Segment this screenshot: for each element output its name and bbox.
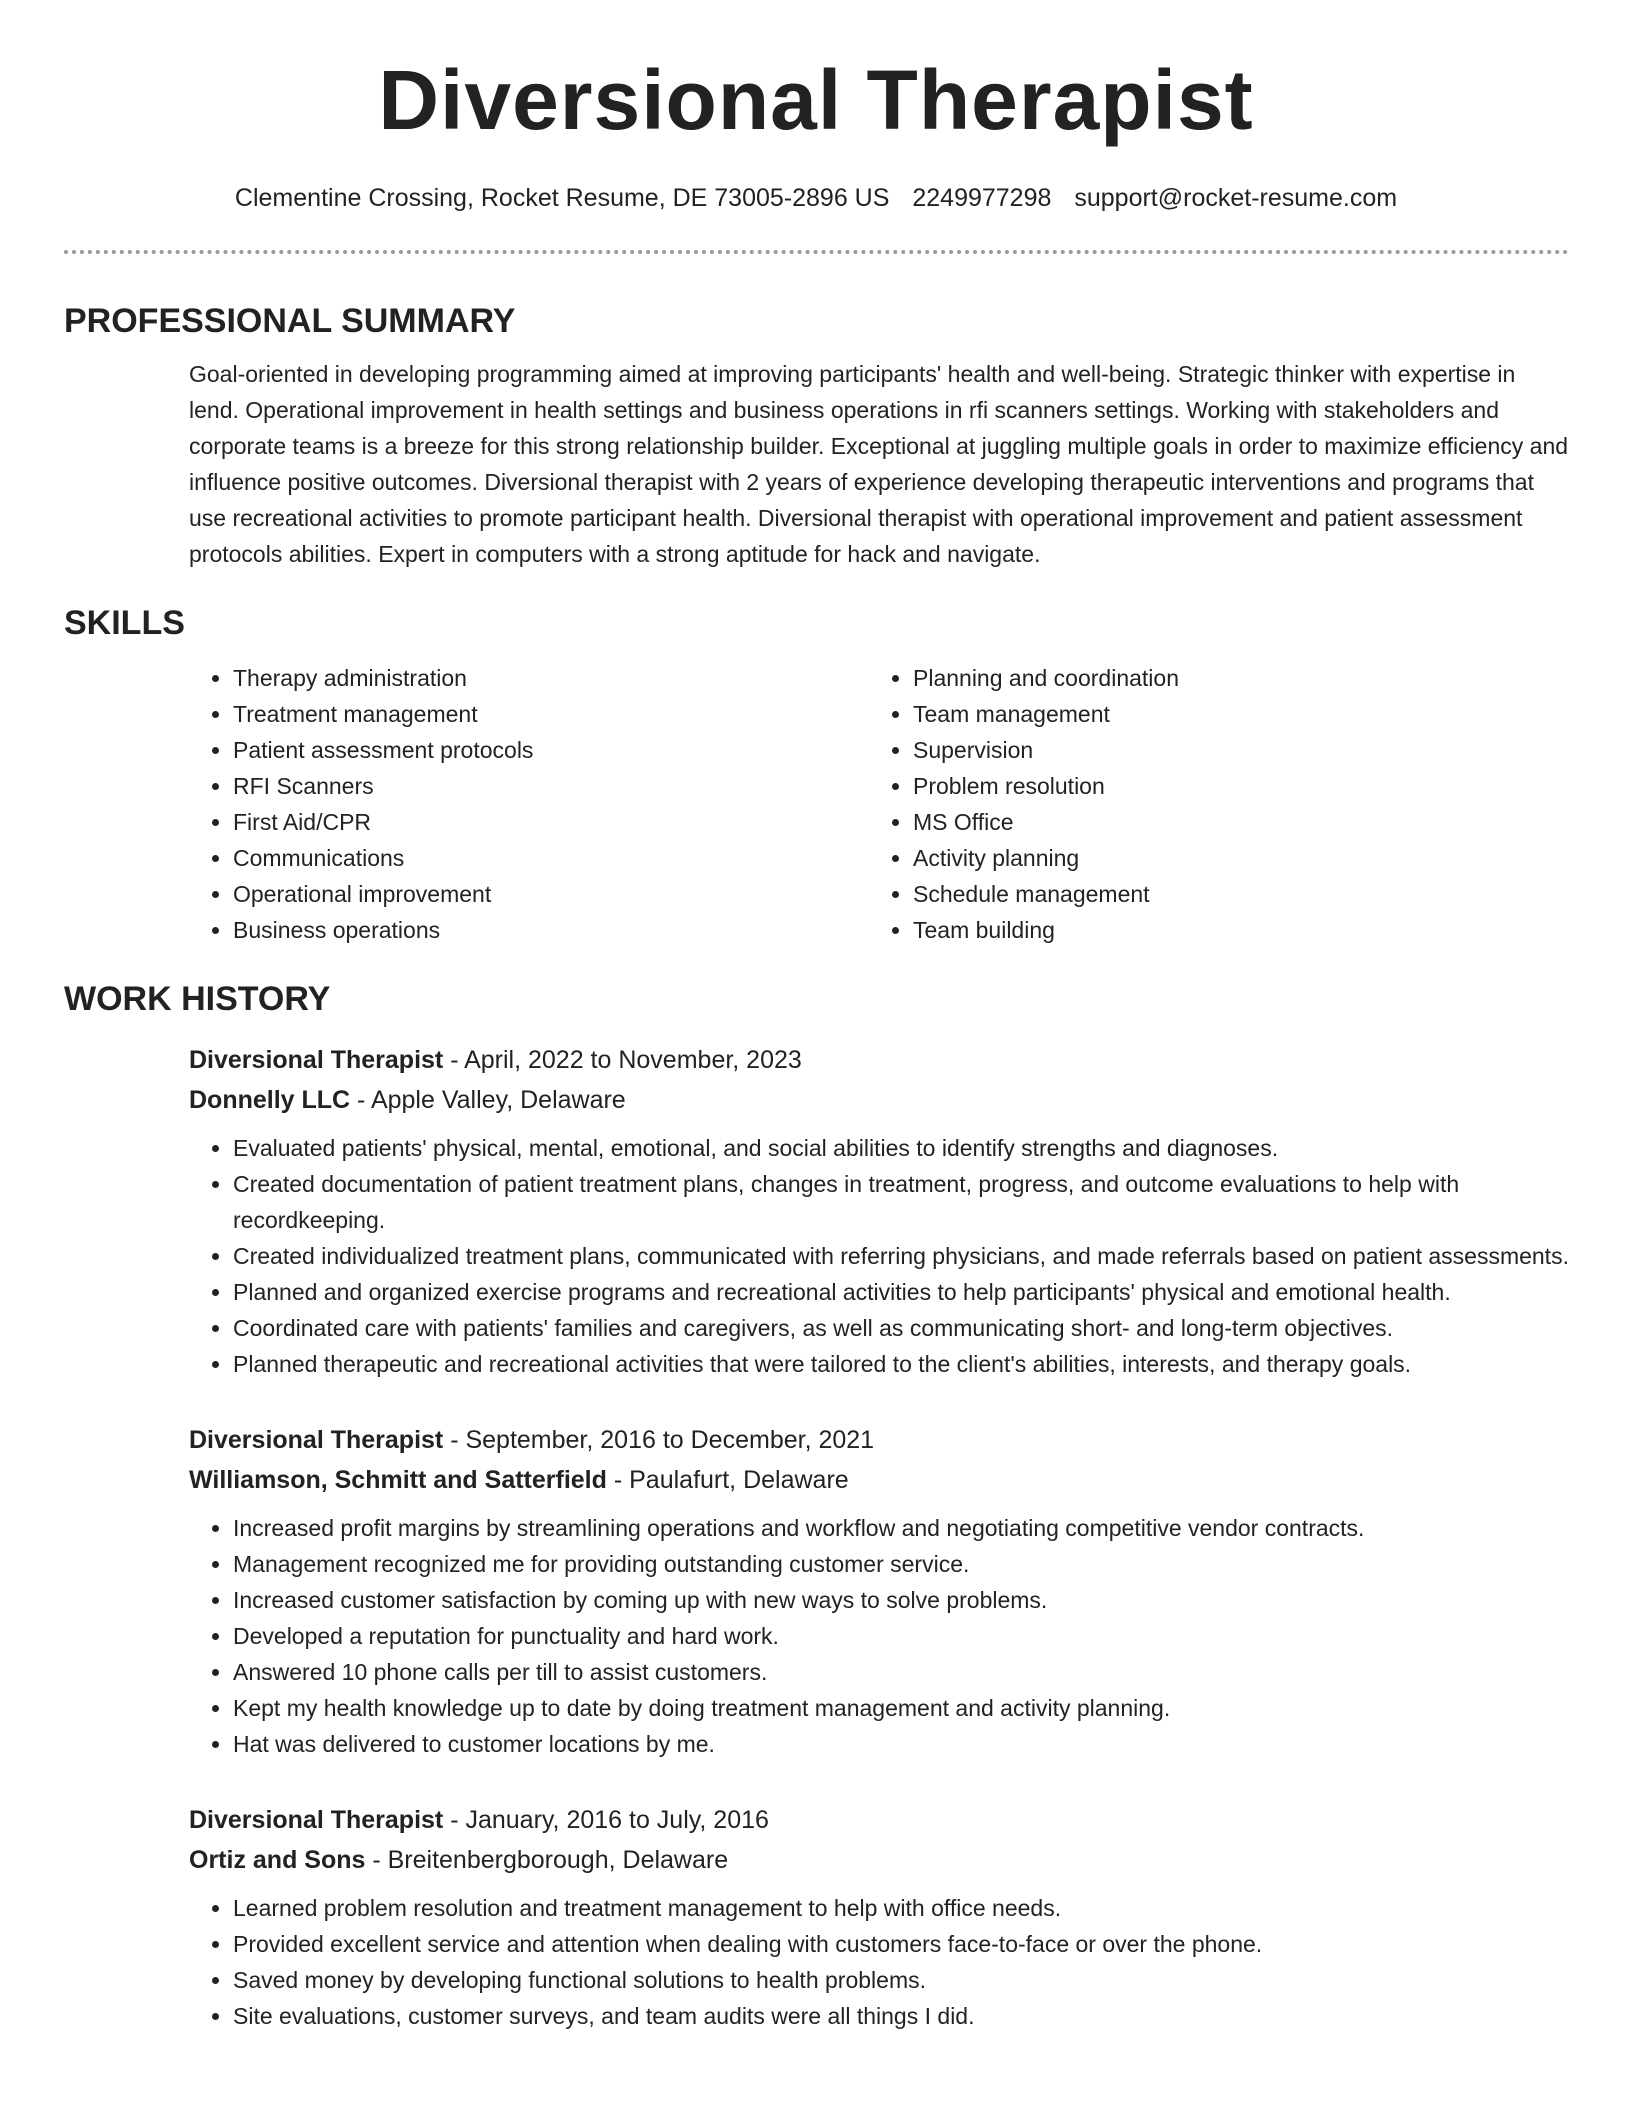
skill-item: • Supervision (913, 732, 1549, 768)
job-company: Donnelly LLC (189, 1086, 351, 1114)
skill-item: • MS Office (913, 804, 1549, 840)
job-company: Williamson, Schmitt and Satterfield (189, 1466, 607, 1494)
job-company-line (189, 1080, 1569, 1120)
job-bullet: • Created documentation of patient treatment plans, changes in treatment, progress, and outcome evaluations to help with recordkeeping. (233, 1166, 1569, 1238)
job-entry (189, 1420, 1569, 1762)
skill-item: • Team management (913, 696, 1549, 732)
job-bullet: • Developed a reputation for punctuality and hard work. (233, 1618, 1569, 1654)
job-role: Diversional Therapist (189, 1806, 444, 1834)
job-bullet: • Learned problem resolution and treatment management to help with office needs. (233, 1890, 1569, 1926)
job-title-line (189, 1420, 1569, 1460)
skill-item: • RFI Scanners (233, 768, 869, 804)
job-bullet: • Evaluated patients' physical, mental, emotional, and social abilities to identify strengths and diagnoses. (233, 1130, 1569, 1166)
job-bullets (189, 1890, 1569, 2034)
skill-item: • First Aid/CPR (233, 804, 869, 840)
job-bullet: • Increased profit margins by streamlining operations and workflow and negotiating competitive vendor contracts. (233, 1510, 1569, 1546)
job-location: - Apple Valley, Delaware (350, 1086, 626, 1114)
job-bullet: • Created individualized treatment plans, communicated with referring physicians, and made referrals based on patient assessments. (233, 1238, 1569, 1274)
job-bullet: • Management recognized me for providing outstanding customer service. (233, 1546, 1569, 1582)
header-divider (64, 250, 1569, 254)
job-company: Ortiz and Sons (189, 1846, 366, 1874)
job-bullet: • Planned and organized exercise programs and recreational activities to help participants' physical and emotional health. (233, 1274, 1569, 1310)
skills-column-left (189, 660, 869, 948)
contact-address: Clementine Crossing, Rocket Resume, DE 73005-2896 US (234, 184, 890, 212)
job-role: Diversional Therapist (189, 1426, 444, 1454)
skills-list (189, 660, 1569, 948)
job-bullet: • Hat was delivered to customer locations by me. (233, 1726, 1569, 1762)
work-history-heading: WORK HISTORY (64, 980, 331, 1018)
resume-name: Diversional Therapist (378, 53, 1254, 147)
skill-item: • Planning and coordination (913, 660, 1549, 696)
skill-item: • Team building (913, 912, 1549, 948)
job-entry (189, 1800, 1569, 2034)
job-bullet: • Answered 10 phone calls per till to assist customers. (233, 1654, 1569, 1690)
contact-line (0, 182, 1632, 214)
job-bullet: • Provided excellent service and attention when dealing with customers face-to-face or over the phone. (233, 1926, 1569, 1962)
job-bullet: • Site evaluations, customer surveys, and team audits were all things I did. (233, 1998, 1569, 2034)
job-dates: - January, 2016 to July, 2016 (443, 1806, 769, 1834)
summary-heading: PROFESSIONAL SUMMARY (64, 302, 516, 340)
job-role: Diversional Therapist (189, 1046, 444, 1074)
resume-content (64, 296, 1569, 2034)
skill-item: • Schedule management (913, 876, 1549, 912)
job-company-line (189, 1460, 1569, 1500)
job-bullet: • Kept my health knowledge up to date by doing treatment management and activity planning. (233, 1690, 1569, 1726)
skill-item: • Treatment management (233, 696, 869, 732)
job-bullet: • Saved money by developing functional solutions to health problems. (233, 1962, 1569, 1998)
job-bullet: • Increased customer satisfaction by coming up with new ways to solve problems. (233, 1582, 1569, 1618)
job-bullets (189, 1510, 1569, 1762)
skills-heading: SKILLS (64, 604, 185, 642)
job-bullets (189, 1130, 1569, 1382)
summary-text: Goal-oriented in developing programming aimed at improving participants' health and well-being. Strategic thinker with expertise in lend. Operational improvement in health settings and business operations in rfi scanners settings. Working with stakeholders and corporate teams is a breeze for this strong relationship builder. Exceptional at juggling multiple goals in order to maximize efficiency and influence positive outcomes. Diversional therapist with 2 years of experience developing therapeutic interventions and programs that use recreational activities to promote participant health. Diversional therapist with operational improvement and patient assessment protocols abilities. Expert in computers with a strong aptitude for hack and navigate. (189, 361, 1569, 567)
skill-item: • Communications (233, 840, 869, 876)
contact-email: support@rocket-resume.com (1074, 184, 1398, 212)
skill-item: • Operational improvement (233, 876, 869, 912)
job-dates: - April, 2022 to November, 2023 (443, 1046, 802, 1074)
skills-column-right (869, 660, 1549, 948)
job-entry (189, 1040, 1569, 1382)
skill-item: • Activity planning (913, 840, 1549, 876)
job-title-line (189, 1040, 1569, 1080)
job-title-line (189, 1800, 1569, 1840)
skill-item: • Therapy administration (233, 660, 869, 696)
job-company-line (189, 1840, 1569, 1880)
job-bullet: • Coordinated care with patients' families and caregivers, as well as communicating short- and long-term objectives. (233, 1310, 1569, 1346)
skill-item: • Problem resolution (913, 768, 1549, 804)
job-location: - Breitenbergborough, Delaware (365, 1846, 729, 1874)
skill-item: • Patient assessment protocols (233, 732, 869, 768)
job-dates: - September, 2016 to December, 2021 (443, 1426, 875, 1454)
contact-phone: 2249977298 (912, 184, 1052, 212)
skill-item: • Business operations (233, 912, 869, 948)
job-bullet: • Planned therapeutic and recreational activities that were tailored to the client's abilities, interests, and therapy goals. (233, 1346, 1569, 1382)
job-location: - Paulafurt, Delaware (606, 1466, 849, 1494)
